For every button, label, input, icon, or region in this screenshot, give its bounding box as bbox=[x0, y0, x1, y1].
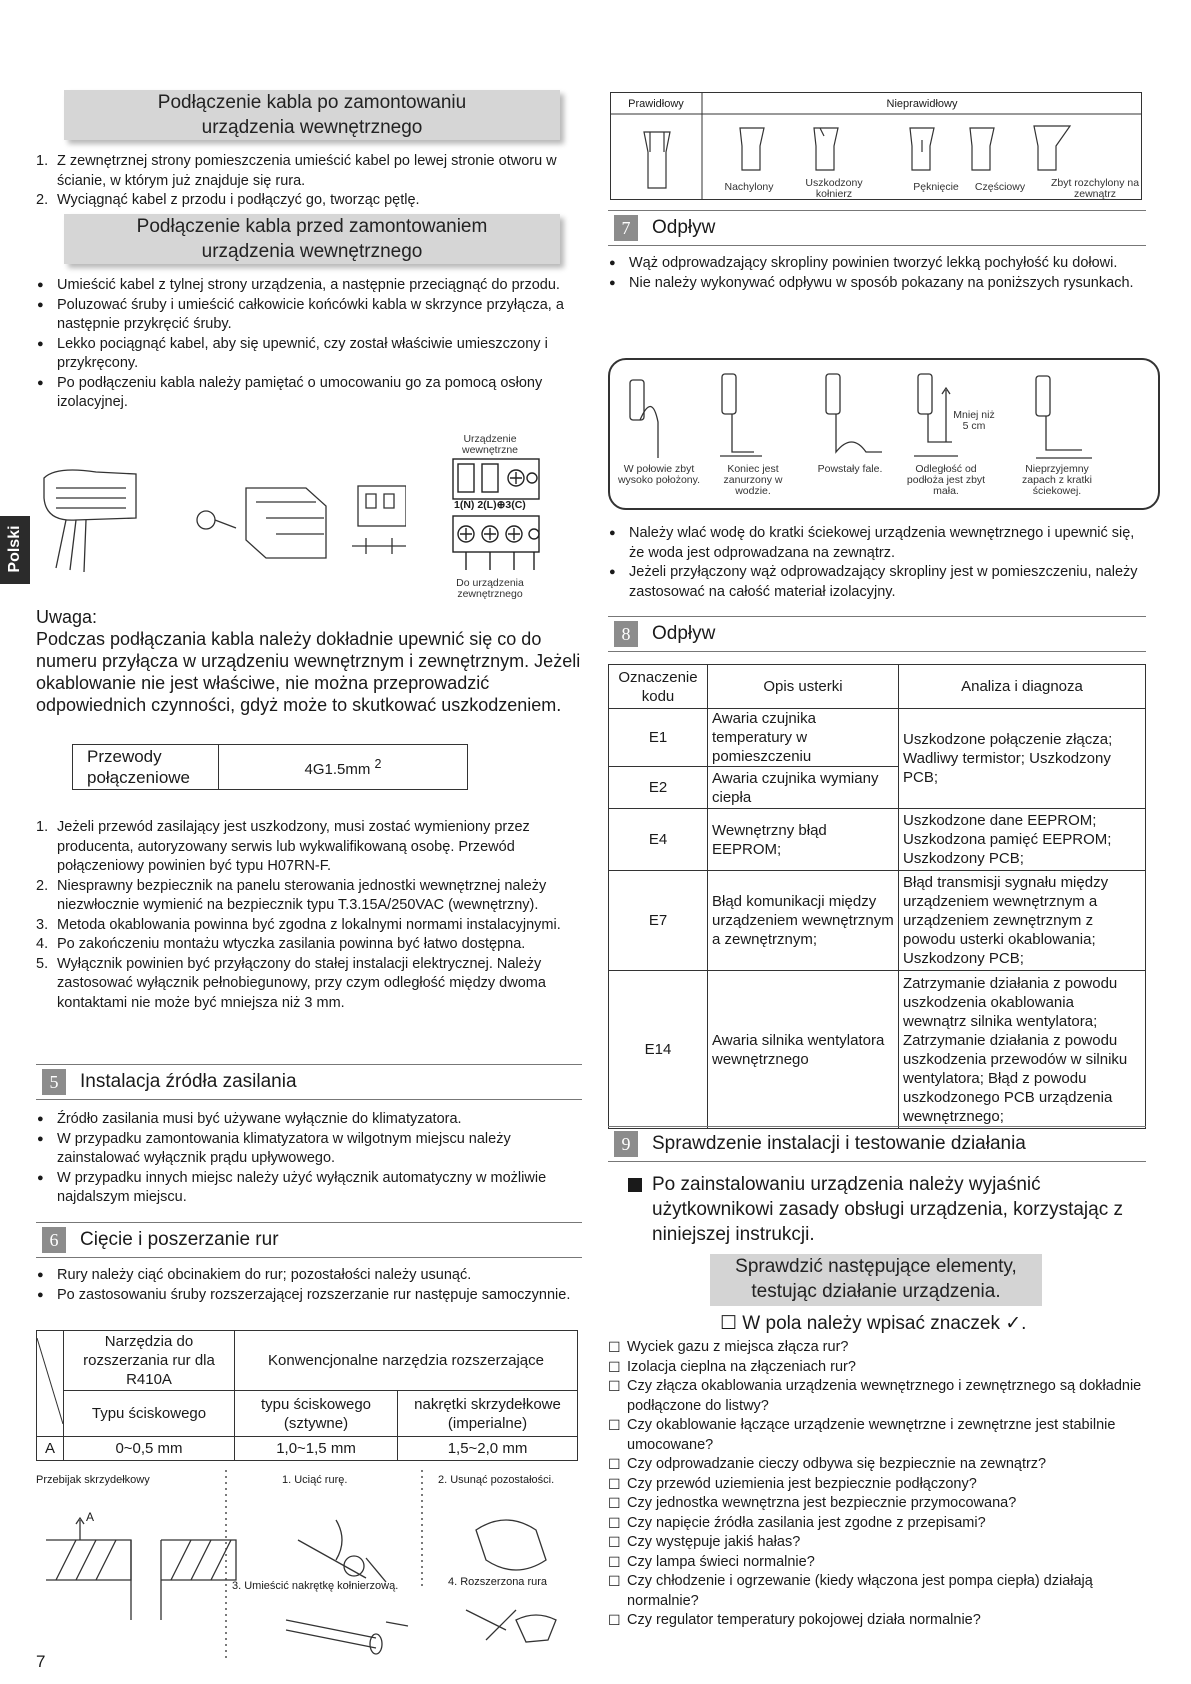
flare-s2: typu ściskowego (sztywne) bbox=[235, 1391, 398, 1437]
terminal-block bbox=[452, 458, 540, 572]
section-number: 7 bbox=[614, 215, 638, 241]
list-item: ● Źródło zasilania musi być używane wyłącznie do klimatyzatora. bbox=[36, 1110, 576, 1130]
list-item: 5. Wyłącznik powinien być przyłączony do stałej instalacji elektrycznej. Należy zastosować wyłącznik pełnobiegunowy, przy czym odległość między dwoma kontaktami nie może być mniejsza niż 3 mm. bbox=[36, 955, 546, 1011]
flare-check-item: Uszkodzony kołnierz bbox=[805, 177, 863, 200]
section-7-header bbox=[608, 210, 1146, 246]
flare-h2: Konwencjonalne narzędzia rozszerzające bbox=[235, 1331, 578, 1391]
drain-fig-label: Koniec jest zanurzony w wodzie. bbox=[723, 463, 783, 497]
list-item: 2. Wyciągnąć kabel z przodu i podłączyć go, tworząc pętlę. bbox=[36, 192, 420, 208]
wire-label-cell: Przewody połączeniowe bbox=[73, 745, 219, 790]
banner-cable-before: Podłączenie kabla przed zamontowaniem urządzenia wewnętrznego bbox=[64, 214, 560, 264]
mark-instruction: ☐ W pola należy wpisać znaczek ✓. bbox=[720, 1313, 1027, 1334]
table-row: E1 Awaria czujnika temperatury w pomieszczeniu Uszkodzone połączenie złącza; Wadliwy termistor; Uszkodzony PCB; bbox=[609, 709, 1146, 767]
sec5-bullets bbox=[36, 1110, 576, 1208]
drain-fig-label: Odległość od podłoża jest zbyt mała. bbox=[906, 463, 986, 497]
flare-check-item: Częściowy bbox=[974, 181, 1026, 193]
list-item: 1. Z zewnętrznej strony pomieszczenia umieścić kabel po lewej stronie otworu w ścianie, w którym już znajduje się rura. bbox=[36, 153, 557, 189]
flare-fig-label-4: 3. Umieścić nakrętkę kołnierzową. bbox=[232, 1580, 399, 1592]
banner-check: Sprawdzić następujące elementy, testując działanie urządzenia. bbox=[710, 1254, 1042, 1306]
section-title: Odpływ bbox=[652, 623, 716, 644]
list-item: ● Należy wlać wodę do kratki ściekowej urządzenia wewnętrznego i upewnić się, że woda jest odprowadzana na zewnątrz. bbox=[608, 524, 1150, 563]
table-header-row: Oznaczenie kodu Opis usterki Analiza i diagnoza bbox=[609, 665, 1146, 709]
cable-illustration bbox=[36, 458, 406, 578]
list-item: ● Jeżeli przyłączony wąż odprowadzający skropliny jest w pomieszczeniu, należy zastosować na całość materiał izolacyjny. bbox=[608, 563, 1150, 602]
table-row: E14 Awaria silnika wentylatora wewnętrznego Zatrzymanie działania z powodu uszkodzenia okablowania wewnątrz silnika wentylatora; Zatrzymanie działania z powodu uszkodzenia przewodów w silniku wentylatora; Błąd z powodu uszkodzonego PCB urządzenia wewnętrznego; bbox=[609, 971, 1146, 1129]
section-number: 9 bbox=[614, 1131, 638, 1157]
terminal-top-label: Urządzenie wewnętrzne bbox=[461, 433, 519, 456]
sec6-bullets bbox=[36, 1266, 576, 1305]
list-item: ● Umieścić kabel z tylnej strony urządzenia, a następnie przeciągnąć do przodu. bbox=[36, 276, 576, 296]
flare-s1: Typu ściskowego bbox=[64, 1391, 235, 1437]
flare-h1: Narzędzia do rozszerzania rur dla R410A bbox=[64, 1331, 235, 1391]
list-item: ● Po zastosowaniu śruby rozszerzającej rozszerzanie rur następuje samoczynnie. bbox=[36, 1286, 576, 1306]
section-title: Instalacja źródła zasilania bbox=[80, 1071, 297, 1092]
flare-check-item: Pęknięcie bbox=[913, 181, 959, 193]
drain-fig-label: Nieprzyjemny zapach z kratki ściekowej. bbox=[1021, 463, 1093, 497]
flare-fig-a-label: A bbox=[86, 1510, 95, 1524]
flare-check-item: Nachylony bbox=[724, 181, 774, 193]
list-item: ☐ Czy jednostka wewnętrzna jest bezpiecznie przymocowana? bbox=[608, 1494, 1148, 1514]
list-item: ☐ Czy chłodzenie i ogrzewanie (kiedy włączona jest pompa ciepła) działają normalnie? bbox=[608, 1572, 1148, 1611]
sec7-bullets-2 bbox=[608, 524, 1150, 602]
section-8-header bbox=[608, 616, 1146, 652]
sec7-bullets bbox=[608, 254, 1140, 293]
list-item: ☐ Czy okablowanie łączące urządzenie wewnętrzne i zewnętrzne jest stabilnie umocowane? bbox=[608, 1416, 1148, 1455]
flare-check-bad: Nieprawidłowy bbox=[886, 98, 958, 110]
list-item: ☐ Czy regulator temperatury pokojowej działa normalnie? bbox=[608, 1611, 1148, 1631]
terminal-bottom-label: Do urządzenia zewnętrznego bbox=[456, 577, 524, 600]
list-item: 4. Po zakończeniu montażu wtyczka zasilania powinna być łatwo dostępna. bbox=[36, 936, 526, 952]
table-row: E7 Błąd komunikacji między urządzeniem wewnętrznym a zewnętrznym; Błąd transmisji sygnału między urządzeniem wewnętrznym a urządzeniem zewnętrznym z powodu usterki okablowania; Uszkodzony PCB; bbox=[609, 871, 1146, 971]
drain-fig-label: W połowie zbyt wysoko położony. bbox=[617, 463, 701, 486]
flare-fig-label-3: 2. Usunąć pozostałości. bbox=[438, 1474, 555, 1486]
section-number: 8 bbox=[614, 621, 638, 647]
flare-check-ok: Prawidłowy bbox=[628, 98, 684, 110]
section-number: 6 bbox=[42, 1227, 66, 1253]
list-item: ● Rury należy ciąć obcinakiem do rur; pozostałości należy usunąć. bbox=[36, 1266, 576, 1286]
terminal-labels: 1(N) 2(L)⊕3(C) bbox=[454, 499, 526, 511]
error-table bbox=[608, 664, 1146, 1129]
list-item: ☐ Izolacja cieplna na złączeniach rur? bbox=[608, 1358, 1148, 1378]
list-item: ☐ Czy napięcie źródła zasilania jest zgodne z przepisami? bbox=[608, 1514, 1148, 1534]
list-item: ● Wąż odprowadzający skropliny powinien tworzyć lekką pochyłość ku dołowi. bbox=[608, 254, 1140, 274]
section-6-header bbox=[36, 1222, 582, 1258]
cable-after-steps bbox=[36, 152, 576, 211]
drain-fig-note: Mniej niż 5 cm bbox=[953, 409, 995, 432]
flare-illustration bbox=[36, 1470, 576, 1660]
flare-fig-label-2: 1. Uciąć rurę. bbox=[282, 1474, 348, 1486]
flare-check-item: Zbyt rozchylony na zewnątrz bbox=[1050, 177, 1140, 200]
list-item: ● Nie należy wykonywać odpływu w sposób pokazany na poniższych rysunkach. bbox=[608, 274, 1140, 294]
table-row: A 0~0,5 mm 1,0~1,5 mm 1,5~2,0 mm bbox=[37, 1437, 578, 1461]
list-item: ☐ Czy lampa świeci normalnie? bbox=[608, 1553, 1148, 1573]
list-item: ● Po podłączeniu kabla należy pamiętać o umocowaniu go za pomocą osłony izolacyjnej. bbox=[36, 374, 576, 413]
table-row: E4 Wewnętrzny błąd EEPROM; Uszkodzone dane EEPROM; Uszkodzona pamięć EEPROM; Uszkodzony PCB; bbox=[609, 809, 1146, 871]
note-text: Podczas podłączania kabla należy dokładnie upewnić się co do numeru przyłącza w urządzeniu wewnętrznym i zewnętrznym. Jeżeli okablowanie nie jest właściwe, nie można przeprowadzić odpowiednich czynności, gdyż może to skutkować uszkodzeniem. bbox=[36, 629, 581, 715]
flare-table bbox=[36, 1330, 578, 1461]
drain-fig-label: Powstały fale. bbox=[817, 463, 883, 475]
list-item: ☐ Czy występuje jakiś hałas? bbox=[608, 1533, 1148, 1553]
drain-figure bbox=[612, 362, 1152, 462]
section-5-header bbox=[36, 1064, 582, 1100]
warning-list bbox=[36, 818, 576, 1013]
list-item: 3. Metoda okablowania powinna być zgodna z lokalnymi normami instalacyjnymi. bbox=[36, 916, 561, 933]
wire-value-cell: 4G1.5mm $^2$ bbox=[219, 745, 468, 790]
list-item: ☐ Wyciek gazu z miejsca złącza rur? bbox=[608, 1338, 1148, 1358]
section-title: Cięcie i poszerzanie rur bbox=[80, 1229, 279, 1250]
list-item: ☐ Czy odprowadzanie cieczy odbywa się bezpiecznie na zewnątrz? bbox=[608, 1455, 1148, 1475]
flare-fig-label-5: 4. Rozszerzona rura bbox=[448, 1576, 548, 1588]
list-item: ● Lekko pociągnąć kabel, aby się upewnić, czy został właściwie umieszczony i przykręcony. bbox=[36, 335, 576, 374]
list-item: ● Poluzować śruby i umieścić całkowicie końcówki kabla w skrzynce przyłącza, a następnie przykręcić śruby. bbox=[36, 296, 576, 335]
list-item: ☐ Czy przewód uziemienia jest bezpiecznie podłączony? bbox=[608, 1475, 1148, 1495]
list-item: ☐ Czy złącza okablowania urządzenia wewnętrznego i zewnętrznego są dokładnie podłączone do listwy? bbox=[608, 1377, 1148, 1416]
list-item: ● W przypadku innych miejsc należy użyć wyłącznik automatyczny w możliwie najdalszym miejscu. bbox=[36, 1169, 576, 1208]
section-9-header bbox=[608, 1126, 1146, 1162]
sec9-lead: Po zainstalowaniu urządzenia należy wyjaśnić użytkownikowi zasady obsługi urządzenia, korzystając z niniejszej instrukcji. bbox=[652, 1174, 1123, 1245]
list-item: 1. Jeżeli przewód zasilający jest uszkodzony, musi zostać wymieniony przez producenta, autoryzowany serwis lub wykwalifikowaną osobę. Przewód połączeniowy powinien być typu H07RN-F. bbox=[36, 819, 530, 874]
section-number: 5 bbox=[42, 1069, 66, 1095]
section-title: Odpływ bbox=[652, 217, 716, 238]
list-item: ● W przypadku zamontowania klimatyzatora w wilgotnym miejscu należy zainstalować wyłącznik prądu upływowego. bbox=[36, 1130, 576, 1169]
section-title: Sprawdzenie instalacji i testowanie działania bbox=[652, 1133, 1026, 1154]
note-title: Uwaga: bbox=[36, 607, 98, 627]
banner-cable-after: Podłączenie kabla po zamontowaniu urządzenia wewnętrznego bbox=[64, 90, 560, 140]
flare-s3: nakrętki skrzydełkowe (imperialne) bbox=[398, 1391, 578, 1437]
cable-before-bullets bbox=[36, 276, 576, 413]
page-number: 7 bbox=[36, 1652, 46, 1671]
sec9-lead-bullet bbox=[628, 1178, 642, 1192]
list-item: 2. Niesprawny bezpiecznik na panelu sterowania jednostki wewnętrznej należy niezwłocznie wymienić na bezpiecznik typu T.3.15A/250VAC (wewnętrzny). bbox=[36, 877, 547, 913]
flare-fig-label-1: Przebijak skrzydełkowy bbox=[36, 1474, 150, 1486]
wire-table bbox=[72, 744, 468, 790]
language-tab: Polski bbox=[0, 516, 30, 584]
diag-cell bbox=[37, 1331, 64, 1437]
table-row: E2 Awaria czujnika wymiany ciepła bbox=[609, 767, 1146, 809]
check-list bbox=[608, 1338, 1148, 1631]
